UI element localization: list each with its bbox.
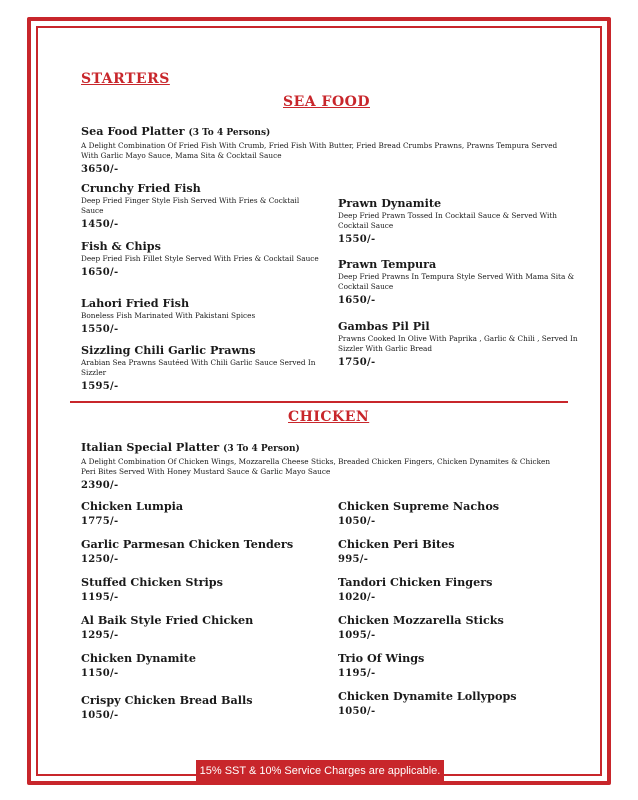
- item-price: 1650/-: [81, 267, 119, 278]
- item-price: 1195/-: [81, 592, 119, 603]
- menu-item: [81, 181, 321, 231]
- item-desc: Boneless Fish Marinated With Pakistani Spices: [81, 311, 256, 320]
- menu-item: [81, 651, 321, 680]
- menu-item: [338, 613, 578, 642]
- service-charge-banner: 15% SST & 10% Service Charges are applicable.: [196, 760, 444, 782]
- item-price: 1650/-: [338, 295, 376, 306]
- item-price: 1095/-: [338, 630, 376, 641]
- section-divider: [70, 401, 568, 403]
- menu-item: [81, 693, 321, 722]
- item-desc: Deep Fried Finger Style Fish Served With Fries & Cocktail Sauce: [81, 196, 300, 215]
- menu-item: [338, 537, 578, 566]
- item-name: Gambas Pil Pil: [338, 319, 430, 333]
- item-price: 1020/-: [338, 592, 376, 603]
- seafood-platter: [81, 124, 561, 176]
- item-name: Prawn Tempura: [338, 257, 437, 271]
- item-name: Crunchy Fried Fish: [81, 181, 201, 195]
- item-price: 1595/-: [81, 381, 119, 392]
- item-price: 1050/-: [338, 706, 376, 717]
- item-price: 1550/-: [81, 324, 119, 335]
- seafood-title: SEA FOOD: [283, 94, 370, 110]
- item-name: Crispy Chicken Bread Balls: [81, 693, 253, 707]
- item-name: Lahori Fried Fish: [81, 296, 190, 310]
- item-price: 3650/-: [81, 164, 119, 175]
- starters-title: STARTERS: [81, 71, 170, 87]
- item-name: Chicken Dynamite Lollypops: [338, 689, 517, 703]
- item-name: Al Baik Style Fried Chicken: [81, 613, 254, 627]
- menu-item: [338, 196, 578, 246]
- item-name: Chicken Lumpia: [81, 499, 184, 513]
- item-name: Chicken Supreme Nachos: [338, 499, 500, 513]
- item-name: Chicken Mozzarella Sticks: [338, 613, 504, 627]
- item-price: 1150/-: [81, 668, 119, 679]
- item-name: Trio Of Wings: [338, 651, 425, 665]
- item-desc: A Delight Combination Of Chicken Wings, Mozzarella Cheese Sticks, Breaded Chicken Fingers, Chicken Dynamites & Chicken Peri Bites Served With Honey Mustard Sauce & Garlic Mayo Sauce: [81, 457, 551, 476]
- menu-item: [81, 575, 321, 604]
- item-desc: A Delight Combination Of Fried Fish With Crumb, Fried Fish With Butter, Fried Bread Crumbs Prawns, Prawns Tempura Served With Garlic Mayo Sauce, Mama Sita & Cocktail Sauce: [81, 141, 558, 160]
- chicken-platter: [81, 440, 561, 492]
- menu-item: [81, 239, 321, 279]
- item-price: 2390/-: [81, 480, 119, 491]
- menu-item: [81, 296, 321, 336]
- item-name: Stuffed Chicken Strips: [81, 575, 223, 589]
- menu-item: [81, 499, 321, 528]
- item-price: 1250/-: [81, 554, 119, 565]
- item-price: 995/-: [338, 554, 369, 565]
- item-price: 1195/-: [338, 668, 376, 679]
- menu-item: [338, 499, 578, 528]
- menu-item: [338, 651, 578, 680]
- item-desc: Prawns Cooked In Olive With Paprika , Garlic & Chili , Served In Sizzler With Garlic Bread: [338, 334, 578, 353]
- menu-item: [338, 319, 578, 369]
- item-name: Sizzling Chili Garlic Prawns: [81, 343, 256, 357]
- item-name: Fish & Chips: [81, 239, 161, 253]
- item-price: 1750/-: [338, 357, 376, 368]
- item-name: Chicken Peri Bites: [338, 537, 455, 551]
- chicken-title: CHICKEN: [288, 409, 370, 425]
- item-price: 1295/-: [81, 630, 119, 641]
- item-price: 1050/-: [81, 710, 119, 721]
- item-name: Prawn Dynamite: [338, 196, 442, 210]
- item-desc: Deep Fried Prawn Tossed In Cocktail Sauce & Served With Cocktail Sauce: [338, 211, 557, 230]
- item-desc: Arabian Sea Prawns Sautéed With Chili Garlic Sauce Served In Sizzler: [81, 358, 316, 377]
- item-desc: Deep Fried Prawns In Tempura Style Served With Mama Sita & Cocktail Sauce: [338, 272, 575, 291]
- menu-item: [338, 689, 578, 718]
- item-price: 1775/-: [81, 516, 119, 527]
- menu-item: [81, 537, 321, 566]
- item-desc: Deep Fried Fish Fillet Style Served With Fries & Cocktail Sauce: [81, 254, 319, 263]
- item-name: Chicken Dynamite: [81, 651, 196, 665]
- menu-item: [81, 343, 321, 393]
- item-name: Tandori Chicken Fingers: [338, 575, 493, 589]
- item-name: Garlic Parmesan Chicken Tenders: [81, 537, 294, 551]
- item-name: Sea Food Platter (3 To 4 Persons): [81, 124, 271, 138]
- item-price: 1050/-: [338, 516, 376, 527]
- item-name: Italian Special Platter (3 To 4 Person): [81, 440, 300, 454]
- menu-item: [338, 575, 578, 604]
- item-price: 1450/-: [81, 219, 119, 230]
- menu-item: [81, 613, 321, 642]
- item-price: 1550/-: [338, 234, 376, 245]
- menu-item: [338, 257, 578, 307]
